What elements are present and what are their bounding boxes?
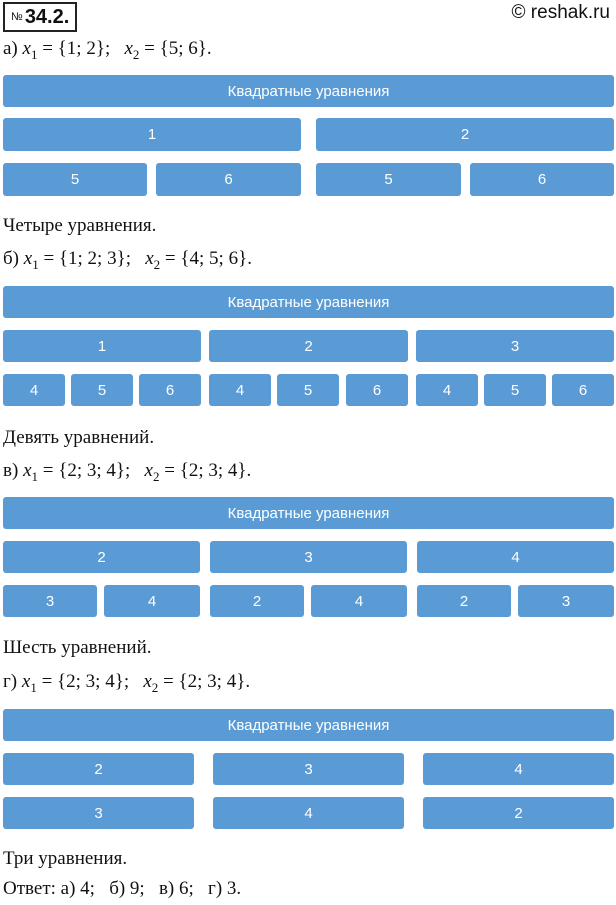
problem-number [3,2,77,32]
x1-values: {2; 3; 4} [57,671,124,692]
tree-leaf-x2: 5 [3,163,147,196]
tree-leaf-x2: 4 [104,585,200,617]
tree-leaf-x2: 6 [139,374,201,406]
tree-leaf-x2: 6 [552,374,614,406]
x2-values: {2; 3; 4} [179,460,247,481]
tree-node-x1: 1 [3,118,301,151]
part-b-conclusion: Девять уравнений. [3,427,155,448]
tree-leaf-x2: 5 [484,374,546,406]
part-label: в) [3,460,19,481]
tree-leaf-x2: 4 [209,374,271,406]
tree-leaf-x2: 4 [416,374,478,406]
tree-leaf-x2: 5 [277,374,339,406]
part-b-condition: б) $x_1 = \{1$; 2; 3}; $x_2 = \{4$; 5; 6}. [3,248,252,272]
tree-leaf-x2: 4 [311,585,407,617]
tree-node-x1: 2 [209,330,408,362]
tree-leaf-x2: 5 [71,374,133,406]
part-label: б) [3,248,19,269]
tree-node-x1: 4 [423,753,614,785]
tree-root: Квадратные уравнения [3,75,614,107]
part-d-condition: г) $x_1 = \{2$; 3; 4}; $x_2 = \{2$; 3; 4}. [3,671,251,695]
tree-root: Квадратные уравнения [3,497,614,529]
part-c-conclusion: Шесть уравнений. [3,637,152,658]
x2-values: {4; 5; 6} [180,248,248,269]
part-c-condition: в) $x_1 = \{2$; 3; 4}; $x_2 = \{2$; 3; 4}. [3,460,252,484]
tree-node-x1: 3 [210,541,407,573]
part-a-conclusion: Четыре уравнения. [3,215,157,236]
x1-values: {1; 2; 3} [58,248,126,269]
tree-root: Квадратные уравнения [3,709,614,741]
problem-number-text: 34.2. [24,6,70,28]
tree-leaf-x2: 3 [3,585,97,617]
tree-node-x1: 4 [417,541,614,573]
x1-values: {2; 3; 4} [58,460,126,481]
tree-node-x1: 3 [213,753,404,785]
tree-leaf-x2: 4 [3,374,65,406]
tree-leaf-x2: 6 [470,163,614,196]
part-label: а) [3,38,18,59]
tree-node-x1: 2 [316,118,614,151]
tree-leaf-x2: 6 [156,163,301,196]
tree-leaf-x2: 4 [213,797,404,829]
tree-root: Квадратные уравнения [3,286,614,318]
x2-values: {5; 6} [159,38,207,59]
tree-leaf-x2: 2 [417,585,511,617]
tree-node-x1: 3 [416,330,614,362]
x1-values: {1; 2} [57,38,105,59]
tree-leaf-x2: 3 [3,797,194,829]
tree-leaf-x2: 2 [210,585,304,617]
tree-node-x1: 2 [3,753,194,785]
x2-values: {2; 3; 4} [178,671,246,692]
part-label: г) [3,671,18,692]
tree-node-x1: 1 [3,330,201,362]
tree-leaf-x2: 6 [346,374,408,406]
site-credit: © reshak.ru [511,2,610,23]
number-sign: № [11,11,23,23]
part-a-condition: а) $x_1 = \{1$; 2}; $x_2 = \{5$; 6}. [3,38,212,62]
part-d-conclusion: Три уравнения. [3,848,128,869]
tree-node-x1: 2 [3,541,200,573]
tree-leaf-x2: 2 [423,797,614,829]
tree-leaf-x2: 5 [316,163,461,196]
answer-line: Ответ: а) 4; б) 9; в) 6; г) 3. [3,878,242,899]
tree-leaf-x2: 3 [518,585,614,617]
